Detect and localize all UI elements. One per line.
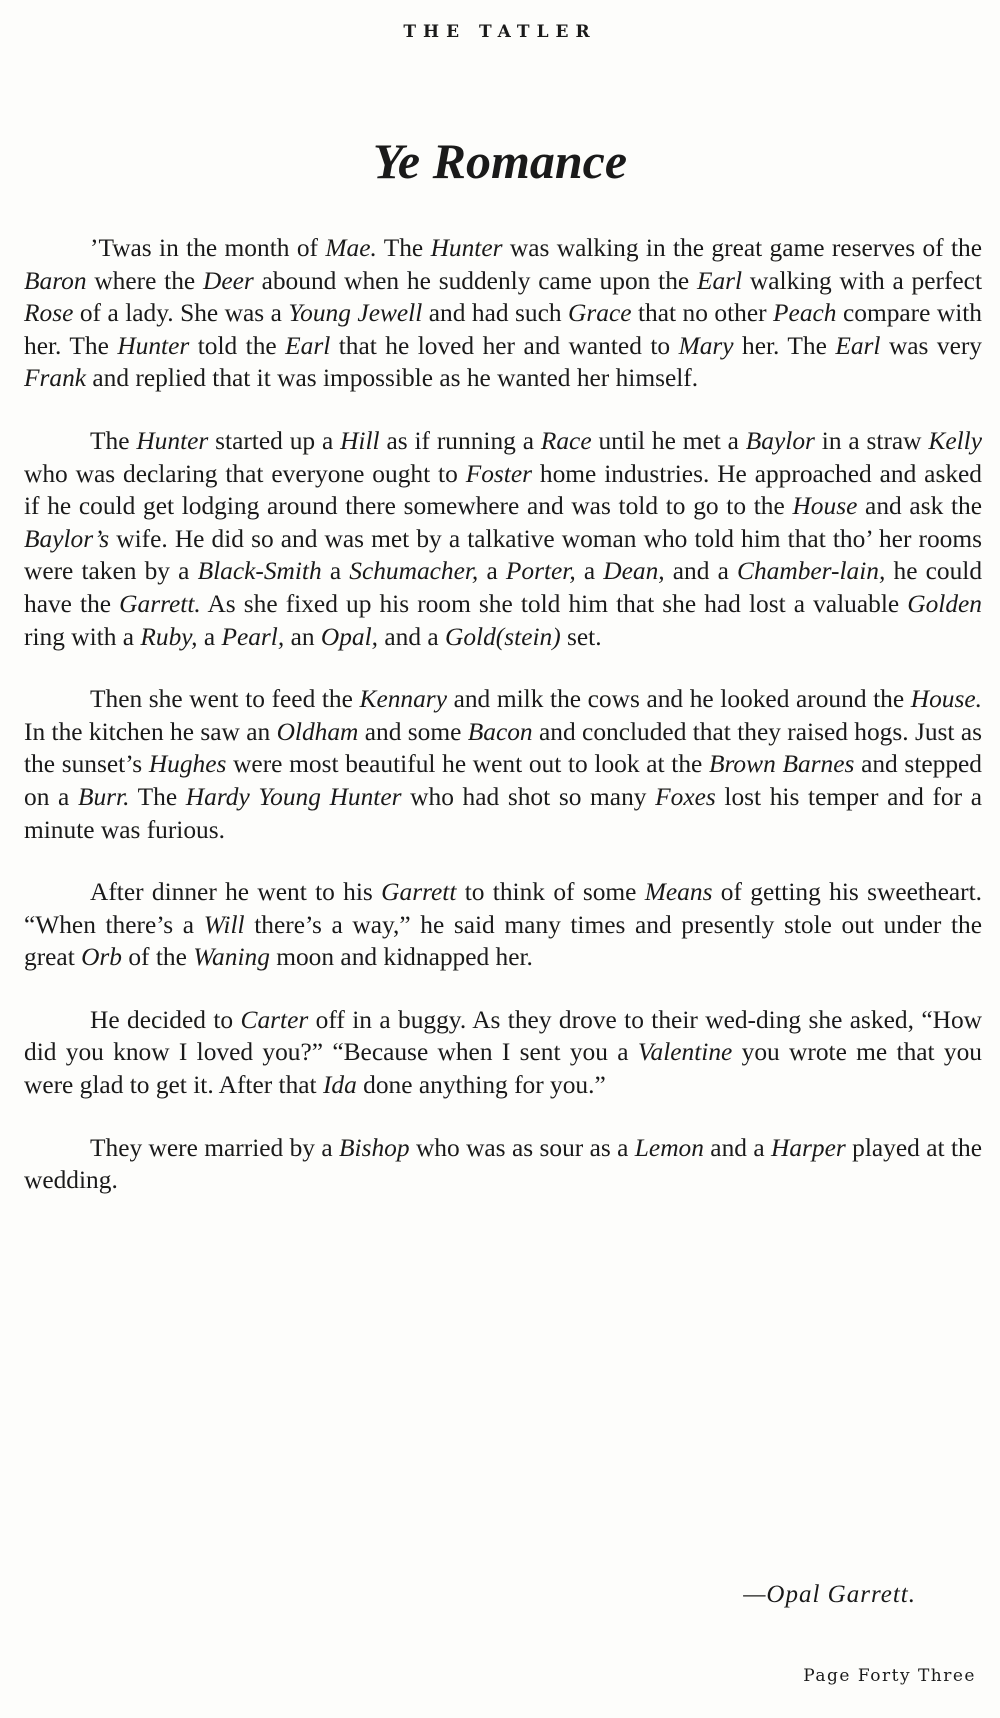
italic-name: Frank	[24, 364, 87, 393]
italic-name: Hunter	[136, 426, 209, 455]
text-run: In the kitchen he saw an	[24, 717, 277, 746]
paragraph	[24, 1004, 982, 1102]
italic-name: Young Jewell	[288, 299, 423, 328]
italic-name: Race	[540, 426, 592, 455]
italic-name: Deer	[203, 266, 254, 295]
text-run: a	[321, 557, 350, 586]
text-run: abound when he suddenly came upon the	[253, 266, 697, 295]
italic-name: Hill	[340, 426, 380, 455]
text-run: were most beautiful he went out to look at the	[226, 750, 709, 779]
italic-name: Garrett.	[119, 589, 201, 618]
text-run: and ask the	[857, 492, 982, 521]
italic-name: Hughes	[148, 750, 227, 779]
italic-name: Baylor’s	[24, 524, 110, 553]
text-run: told the	[189, 331, 286, 360]
text-run: The	[90, 426, 137, 455]
italic-name: Grace	[568, 299, 632, 328]
italic-name: Foster	[465, 459, 532, 488]
text-run: The	[129, 782, 186, 811]
text-run: set.	[560, 622, 602, 651]
italic-name: House	[792, 492, 858, 521]
italic-name: Hunter	[430, 234, 503, 262]
text-run: of getting his sweetheart. “When there’s a	[24, 878, 983, 939]
italic-name: Hunter	[117, 331, 190, 360]
text-run: wife. He did so and was met by a talkative woman who told him that tho’ her rooms were taken by a	[24, 524, 982, 586]
page-number: Page Forty Three	[803, 1666, 976, 1686]
italic-name: Ruby,	[140, 622, 198, 651]
italic-name: Baylor	[745, 426, 815, 455]
paragraph	[24, 876, 982, 974]
text-run: He decided to	[90, 1005, 241, 1034]
text-run: After dinner he went to his	[90, 878, 382, 907]
italic-name: Mary	[678, 331, 734, 360]
text-run: who had shot so many	[401, 782, 656, 811]
text-run: in a straw	[814, 426, 929, 455]
text-run: compare with her. The	[24, 299, 982, 360]
text-run: where the	[86, 266, 204, 295]
text-run: and milk the cows and he looked around the	[446, 685, 911, 714]
italic-name: Will	[203, 910, 245, 939]
text-run: and had such	[422, 299, 569, 328]
text-run: started up a	[208, 426, 341, 455]
italic-name: Gold(stein)	[445, 622, 561, 651]
italic-name: Schumacher,	[349, 557, 479, 586]
italic-name: Mae.	[325, 234, 377, 262]
italic-name: Harper	[771, 1133, 846, 1162]
text-run: moon and kidnapped her.	[269, 943, 533, 972]
italic-name: Earl	[835, 331, 881, 360]
text-run: there’s a way,” he said many times and presently stole out under the great	[24, 910, 983, 972]
italic-name: Hardy Young Hunter	[185, 782, 402, 811]
italic-name: Peach	[773, 299, 837, 328]
italic-name: Ida	[322, 1071, 357, 1100]
italic-name: Baron	[24, 266, 87, 295]
italic-name: Rose	[24, 299, 74, 328]
italic-name: Brown Barnes	[708, 750, 855, 779]
text-run: As she fixed up his room she told him that she had lost a valuable	[200, 589, 908, 618]
text-run: and stepped on a	[24, 750, 982, 811]
text-run: as if running a	[379, 426, 541, 455]
text-run: who was declaring that everyone ought to	[24, 459, 466, 488]
italic-name: Black-Smith	[197, 557, 322, 586]
text-run: a	[197, 622, 222, 651]
article-body	[24, 232, 982, 1227]
italic-name: Bishop	[339, 1133, 410, 1162]
text-run: an	[284, 622, 321, 651]
italic-name: Dean,	[603, 557, 665, 586]
text-run: and a	[664, 557, 738, 586]
text-run: done anything for you.”	[356, 1071, 606, 1100]
italic-name: Oldham	[276, 717, 359, 746]
paragraph	[24, 232, 982, 395]
text-run: ring with a	[24, 622, 141, 651]
italic-name: House.	[910, 685, 982, 714]
italic-name: Valentine	[637, 1038, 733, 1067]
text-run: ’Twas in the month of	[90, 234, 326, 262]
author-signature: —Opal Garrett.	[743, 1581, 916, 1608]
text-run: walking with a perfect	[742, 266, 983, 295]
text-run: They were married by a	[90, 1133, 340, 1162]
text-run: home industries. He approached and asked if he could get lodging around there somewhere and was told to go to the	[24, 459, 982, 521]
italic-name: Pearl,	[221, 622, 285, 651]
paragraph	[24, 1132, 982, 1197]
italic-name: Garrett	[381, 878, 457, 907]
text-run: The	[376, 234, 431, 262]
text-run: and a	[378, 622, 446, 651]
article-title: Ye Romance	[372, 133, 628, 189]
running-header: THE TATLER	[403, 22, 597, 42]
text-run: a	[478, 557, 506, 586]
text-run: until he met a	[591, 426, 746, 455]
text-run: and replied that it was impossible as he wanted her himself.	[86, 364, 699, 393]
italic-name: Carter	[240, 1005, 309, 1034]
text-run: her. The	[733, 331, 836, 360]
text-run: that no other	[631, 299, 774, 328]
italic-name: Kelly	[928, 426, 982, 455]
text-run: and concluded that they raised hogs. Just as the sunset’s	[24, 717, 983, 779]
italic-name: Orb	[81, 943, 123, 972]
text-run: lost his temper and for a minute was furious.	[24, 782, 982, 844]
text-run: was very	[880, 331, 983, 360]
text-run: of the	[122, 943, 194, 972]
italic-name: Earl	[696, 266, 743, 295]
italic-name: Kennary	[359, 685, 447, 714]
text-run: a	[575, 557, 604, 586]
text-run: who was as sour as a	[409, 1133, 635, 1162]
italic-name: Opal,	[320, 622, 379, 651]
text-run: Then she went to feed the	[90, 685, 360, 714]
text-run: was walking in the great game reserves of the	[502, 234, 982, 262]
text-run: and a	[703, 1133, 772, 1162]
text-run: and some	[358, 717, 468, 746]
text-run: you wrote me that you were glad to get it. After that	[24, 1038, 982, 1100]
italic-name: Golden	[907, 589, 982, 618]
italic-name: Means	[644, 878, 713, 907]
text-run: off in a buggy. As they drove to their wed-ding she asked, “How did you know I loved you?” “Because when I sent you a	[24, 1005, 982, 1067]
italic-name: Waning	[193, 943, 270, 972]
italic-name: Bacon	[467, 717, 533, 746]
italic-name: Porter,	[505, 557, 576, 586]
italic-name: Burr.	[77, 782, 130, 811]
italic-name: Foxes	[655, 782, 716, 811]
italic-name: Earl	[285, 331, 331, 360]
text-run: that he loved her and wanted to	[330, 331, 679, 360]
paragraph	[24, 683, 982, 846]
italic-name: Lemon	[634, 1133, 704, 1162]
italic-name: Chamber-lain,	[737, 557, 886, 586]
text-run: played at the wedding.	[24, 1133, 982, 1195]
text-run: to think of some	[456, 878, 645, 907]
text-run: he could have the	[24, 557, 983, 618]
text-run: of a lady. She was a	[73, 299, 289, 328]
paragraph	[24, 425, 982, 653]
